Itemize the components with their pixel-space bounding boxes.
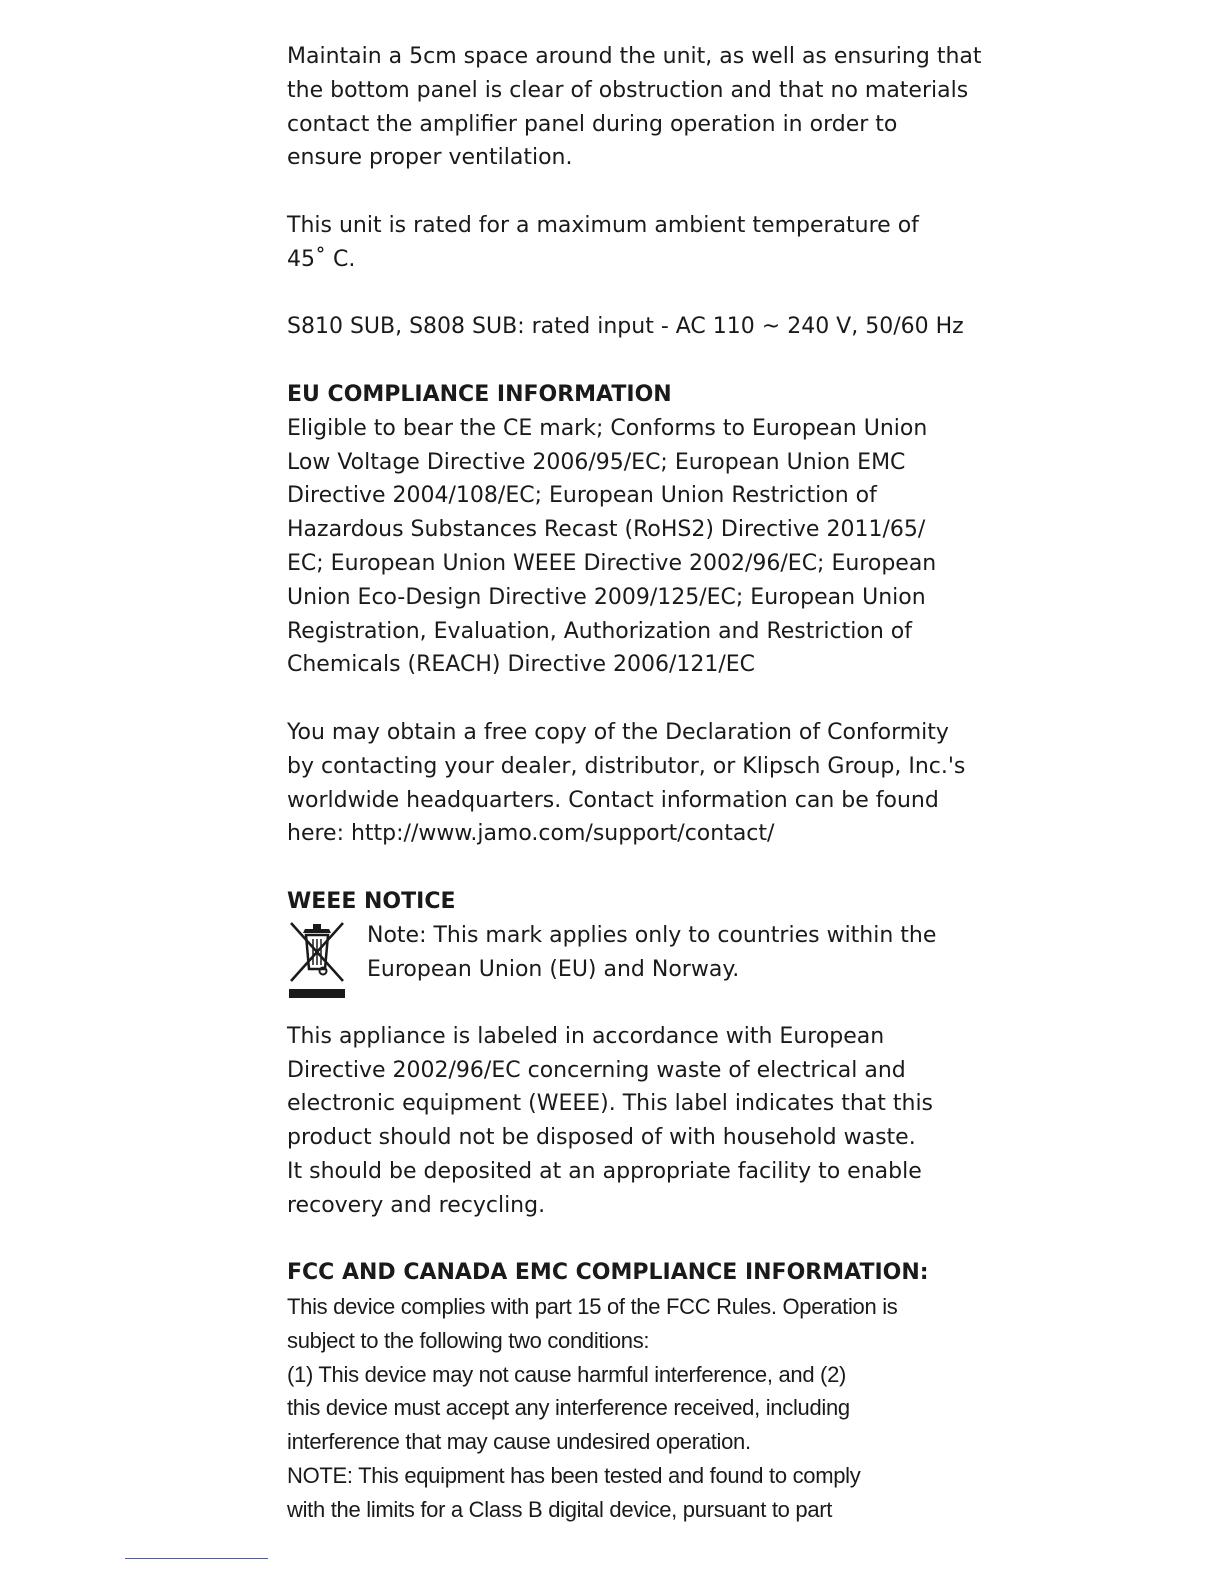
text-line: It should be deposited at an appropriate facility to enable [287,1158,922,1184]
contact-url-line: here: http://www.jamo.com/support/contact/ [287,821,775,847]
text-line: This unit is rated for a maximum ambient temperature of [287,212,919,238]
weee-note-text [367,919,936,987]
paragraph-gap [287,344,967,378]
document-page [287,40,982,1527]
text-line: Directive 2004/108/EC; European Union Restriction of [287,483,877,509]
text-line: European Union (EU) and Norway. [367,956,740,982]
text-line: ensure proper ventilation. [287,145,573,171]
fcc-compliance-section [287,1256,967,1526]
text-line: Hazardous Substances Recast (RoHS2) Directive 2011/65/ [287,517,926,543]
text-line: the bottom panel is clear of obstruction and that no materials [287,77,969,103]
text-line: Eligible to bear the CE mark; Conforms to European Union [287,415,928,441]
text-line: This device complies with part 15 of the FCC Rules. Operation is [287,1294,898,1320]
paragraph-gap [287,682,967,716]
text-line: Union Eco-Design Directive 2009/125/EC; European Union [287,584,926,610]
weee-note-row [287,919,967,1020]
text-line: worldwide headquarters. Contact information can be found [287,787,939,813]
text-line: Chemicals (REACH) Directive 2006/121/EC [287,652,756,678]
eu-compliance-section [287,378,967,682]
appliance-paragraph [287,1020,967,1223]
text-line: EC; European Union WEEE Directive 2002/96/EC; European [287,550,937,576]
eu-compliance-heading: EU COMPLIANCE INFORMATION [287,381,672,407]
weee-section [287,885,967,1020]
text-line: Maintain a 5cm space around the unit, as well as ensuring that [287,44,982,69]
text-line: this device must accept any interference received, including [287,1395,850,1421]
paragraph-gap [287,175,967,209]
declaration-paragraph [287,716,967,851]
text-line: electronic equipment (WEEE). This label indicates that this [287,1091,934,1117]
paragraph-gap [287,277,967,311]
text-line: S810 SUB, S808 SUB: rated input - AC 110 ~ 240 V, 50/60 Hz [287,314,964,340]
text-line: This appliance is labeled in accordance with European [287,1023,885,1049]
text-line: product should not be disposed of with household waste. [287,1125,916,1151]
paragraph-gap [287,851,967,885]
text-line: interference that may cause undesired operation. [287,1429,751,1455]
text-line: Directive 2002/96/EC concerning waste of electrical and [287,1057,906,1083]
text-line: with the limits for a Class B digital device, pursuant to part [287,1496,833,1522]
paragraph-gap [287,1223,967,1257]
crossed-out-wheelie-bin-icon [287,919,347,1001]
text-line: NOTE: This equipment has been tested and found to comply [287,1463,861,1489]
fcc-compliance-heading: FCC AND CANADA EMC COMPLIANCE INFORMATION: [287,1260,929,1286]
text-line: Registration, Evaluation, Authorization and Restriction of [287,618,912,644]
text-line: recovery and recycling. [287,1192,546,1218]
ventilation-paragraph [287,40,982,175]
text-line: Note: This mark applies only to countries within the [367,922,937,948]
text-line: Low Voltage Directive 2006/95/EC; European Union EMC [287,449,906,475]
text-line: by contacting your dealer, distributor, or Klipsch Group, Inc.'s [287,753,966,779]
text-line: contact the amplifier panel during operation in order to [287,111,898,137]
weee-heading: WEEE NOTICE [287,888,456,914]
rated-input-paragraph [287,310,967,344]
text-line: 45˚ C. [287,246,356,272]
text-line: You may obtain a free copy of the Declaration of Conformity [287,719,949,745]
text-line: (1) This device may not cause harmful interference, and (2) [287,1361,847,1387]
text-line: subject to the following two conditions: [287,1327,650,1353]
temperature-paragraph [287,209,967,277]
footnote-rule [125,1558,268,1559]
